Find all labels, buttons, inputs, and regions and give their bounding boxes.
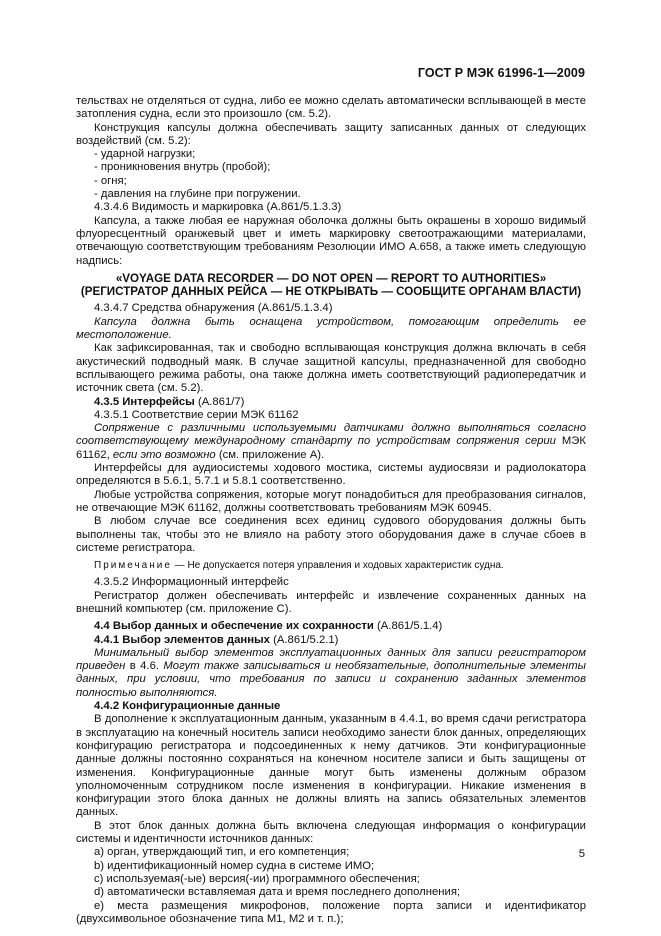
section-title: 4.4.1 Выбор элементов данных xyxy=(94,633,270,646)
note-text: — Не допускается потеря управления и ходовых характеристик судна. xyxy=(171,560,504,572)
text-italic: Могут также записываться и необязательные, дополнительные элементы данных, при условии, что требования по записи и сохранению заданных элементов полностью выполняются. xyxy=(76,660,586,699)
section-ref: (А.861/7) xyxy=(194,395,245,408)
list-item: b) идентификационный номер судна в системе ИМО; xyxy=(94,859,375,872)
list-item: d) автоматически вставляемая дата и время последнего дополнения; xyxy=(94,886,461,899)
section-heading xyxy=(76,634,586,647)
section-heading xyxy=(76,620,586,633)
paragraph: В любом случае все соединения всех единиц судового оборудования должны быть выполнены так, чтобы это не влияло на работу этого оборудования даже в случае сбоев в системе регистратора. xyxy=(76,515,586,554)
text-italic: Минимальный выбор элементов эксплуатационных данных для записи регистратором приведен xyxy=(76,646,586,673)
section-heading: 4.3.4.6 Видимость и маркировка (А.861/5.1.3.3) xyxy=(94,201,342,214)
section-heading xyxy=(76,396,586,409)
section-title: 4.3.5 Интерфейсы xyxy=(94,395,195,408)
paragraph: Любые устройства сопряжения, которые могут понадобиться для преобразования сигналов, не отвечающие МЭК 61162, должны соответствовать требованиям МЭК 60945. xyxy=(76,488,586,514)
label-line-russian: (РЕГИСТРАТОР ДАННЫХ РЕЙСА — НЕ ОТКРЫВАТЬ — СООБЩИТЕ ОРГАНАМ ВЛАСТИ) xyxy=(80,285,582,299)
list-item: - проникновения внутрь (пробой); xyxy=(94,161,271,174)
page-number: 5 xyxy=(578,848,585,860)
section-ref: (А.861/5.1.4) xyxy=(373,620,443,633)
note xyxy=(76,559,586,572)
text-normal: в 4.6. xyxy=(125,660,164,673)
standard-code-header: ГОСТ Р МЭК 61996-1—2009 xyxy=(417,66,585,80)
section-heading: 4.3.5.1 Соответствие серии МЭК 61162 xyxy=(94,408,299,421)
section-heading: 4.4.2 Конфигурационные данные xyxy=(94,700,281,713)
section-heading: 4.3.5.2 Информационный интерфейс xyxy=(94,576,289,589)
list-item: - давления на глубине при погружении. xyxy=(94,188,301,201)
list-item: a) орган, утверждающий тип, и его компетенция; xyxy=(94,846,350,859)
label-line-english: «VOYAGE DATA RECORDER — DO NOT OPEN — REPORT TO AUTHORITIES» xyxy=(115,271,547,285)
text-italic: Сопряжение с различными используемыми датчиками должно выполняться согласно соответствующему международному стандарту по устройствам сопряжения серии xyxy=(76,422,586,448)
text-normal: (см. приложение А). xyxy=(215,448,325,461)
paragraph: Капсула, а также любая ее наружная оболочка должны быть окрашены в хорошо видимый флуоресцентный оранжевый цвет и иметь маркировку светоотражающими материалами, отвечающую соответствующим требованиям Резолюции ИМО А.658, а также иметь следующую надпись: xyxy=(76,214,586,267)
paragraph: Регистратор должен обеспечивать интерфейс и извлечение сохраненных данных на внешний компьютер (см. приложение С). xyxy=(76,589,586,615)
list-item: e) места размещения микрофонов, положение порта записи и идентификатор (двухсимвольное обозначение типа М1, М2 и т. п.); xyxy=(76,899,586,925)
paragraph xyxy=(76,647,586,700)
paragraph: Как зафиксированная, так и свободно всплывающая конструкция должна включать в себя акустический подводный маяк. В случае защитной капсулы, предназначенной для свободно всплывающего режима работы, она также должна иметь соответствующий радиопередатчик и источник света (см. 5.2). xyxy=(76,342,586,395)
paragraph: В дополнение к эксплуатационным данным, указанным в 4.4.1, во время сдачи регистратора в эксплуатацию на конечный носитель записи необходимо занести блок данных, определяющих конфигурацию регистратора и подсоединенных к нему датчиков. Эти конфигурационные данные должны постоянно сохраняться на конечном носителе записи и быть защищены от изменения. Конфигурационные данные могут быть изменены должным образом уполномоченным сотрудником после изменения в конфигурации. Никакие изменения в конфигурации этого блока данных не должны влиять на запись обязательных элементов данных. xyxy=(76,713,586,819)
paragraph: Конструкция капсулы должна обеспечивать защиту записанных данных от следующих воздействий (см. 5.2): xyxy=(76,121,586,147)
paragraph: Интерфейсы для аудиосистемы ходового мостика, системы аудиосвязи и радиолокатора определяются в 5.6.1, 5.7.1 и 5.8.1 соответственно. xyxy=(76,462,586,488)
text-italic: если это возможно xyxy=(112,448,216,461)
list-item: - огня; xyxy=(94,174,127,187)
list-item: c) используемая(-ые) версия(-ии) программного обеспечения; xyxy=(94,872,420,885)
paragraph: Капсула должна быть оснащена устройством, помогающим определить ее местоположение. xyxy=(76,315,586,342)
section-heading: 4.3.4.7 Средства обнаружения (А.861/5.1.3.4) xyxy=(94,302,333,315)
paragraph: тельствах не отделяться от судна, либо ее можно сделать автоматически всплывающей в месте затопления судна, если это произошло (см. 5.2). xyxy=(76,95,586,121)
paragraph xyxy=(76,422,586,462)
section-title: 4.4 Выбор данных и обеспечение их сохранности xyxy=(94,620,374,633)
note-label: Примечание xyxy=(94,560,172,572)
paragraph: В этот блок данных должна быть включена следующая информация о конфигурации системы и идентичности источников данных: xyxy=(76,819,586,846)
list-item: - ударной нагрузки; xyxy=(94,148,196,161)
section-ref: (А.861/5.2.1) xyxy=(269,633,339,646)
page-content xyxy=(76,95,586,926)
text-normal: МЭК 61162, xyxy=(76,435,586,461)
